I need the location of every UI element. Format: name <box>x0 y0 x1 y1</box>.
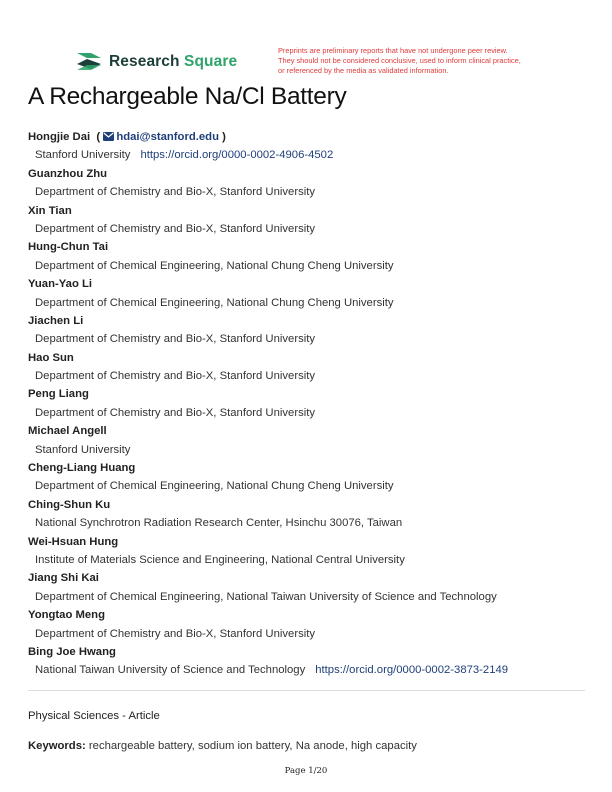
keywords-text: rechargeable battery, sodium ion battery, Na anode, high capacity <box>88 740 417 752</box>
email-link[interactable]: hdai@stanford.edu <box>116 131 219 143</box>
author-list <box>28 128 588 680</box>
author-affiliation: National Synchrotron Radiation Research Center, Hsinchu 30076, Taiwan <box>35 517 403 530</box>
research-square-logo-icon <box>76 50 102 74</box>
author-affiliation: Institute of Materials Science and Engineering, National Central University <box>35 553 405 566</box>
author-affiliation: Department of Chemistry and Bio-X, Stanford University <box>35 222 316 235</box>
author-name: Yongtao Meng <box>28 609 105 622</box>
author-affiliation: Department of Chemical Engineering, National Chung Cheng University <box>35 480 394 493</box>
contact-open-paren: ( <box>96 131 101 143</box>
author-affiliation: Department of Chemistry and Bio-X, Stanford University <box>35 186 316 199</box>
research-square-logo[interactable] <box>76 50 237 74</box>
author-name: Ching-Shun Ku <box>28 498 111 511</box>
author-name: Wei-Hsuan Hung <box>28 535 119 548</box>
page-number: Page 1/20 <box>284 766 328 776</box>
author-name: Guanzhou Zhu <box>28 167 108 180</box>
notice-line: They should not be considered conclusive, used to inform clinical practice, <box>278 56 521 65</box>
author-affiliation: Department of Chemical Engineering, National Taiwan University of Science and Technology <box>35 590 497 603</box>
author-name-text: Hongjie Dai <box>28 131 91 143</box>
author-name: Hao Sun <box>28 351 74 364</box>
author-name: Cheng-Liang Huang <box>28 462 136 475</box>
author-name: Hung-Chun Tai <box>28 241 109 254</box>
author-name <box>28 128 588 146</box>
author-name: Bing Joe Hwang <box>28 645 116 658</box>
contact-email <box>93 131 226 143</box>
contact-close-paren: ) <box>222 131 226 143</box>
article-category: Physical Sciences - Article <box>28 710 160 722</box>
brand-name-part2: Square <box>184 53 238 70</box>
keywords-label: Keywords: <box>28 740 86 752</box>
author-affiliation <box>28 146 588 164</box>
keywords <box>28 740 417 752</box>
notice-line: or referenced by the media as validated information. <box>278 66 449 75</box>
author-affiliation: Department of Chemical Engineering, National Chung Cheng University <box>35 259 394 272</box>
author-name: Jiang Shi Kai <box>28 572 99 585</box>
affiliation-text: Stanford University <box>35 149 131 162</box>
brand-name <box>109 53 237 71</box>
notice-line: Preprints are preliminary reports that have not undergone peer review. <box>278 46 508 55</box>
envelope-icon <box>103 132 114 141</box>
orcid-link[interactable]: https://orcid.org/0000-0002-3873-2149 <box>315 664 509 677</box>
section-divider <box>28 690 585 691</box>
orcid-link[interactable]: https://orcid.org/0000-0002-4906-4502 <box>140 149 334 162</box>
author-affiliation: Department of Chemistry and Bio-X, Stanford University <box>35 333 316 346</box>
page-title: A Rechargeable Na/Cl Battery <box>28 83 347 110</box>
author-affiliation: Stanford University <box>35 443 131 456</box>
author-affiliation: Department of Chemical Engineering, National Chung Cheng University <box>35 296 394 309</box>
author-affiliation: Department of Chemistry and Bio-X, Stanford University <box>35 370 316 383</box>
author-name: Jiachen Li <box>28 314 84 327</box>
author-affiliation: Department of Chemistry and Bio-X, Stanford University <box>35 406 316 419</box>
affiliation-text: National Taiwan University of Science and Technology <box>35 664 306 677</box>
author-name: Xin Tian <box>28 204 72 217</box>
author-name: Yuan-Yao Li <box>28 278 93 291</box>
author-name: Michael Angell <box>28 425 107 438</box>
brand-name-part1: Research <box>109 53 180 70</box>
author-affiliation: Department of Chemistry and Bio-X, Stanford University <box>35 627 316 640</box>
author-name: Peng Liang <box>28 388 89 401</box>
preprint-notice <box>278 46 578 76</box>
author-affiliation <box>28 661 588 679</box>
